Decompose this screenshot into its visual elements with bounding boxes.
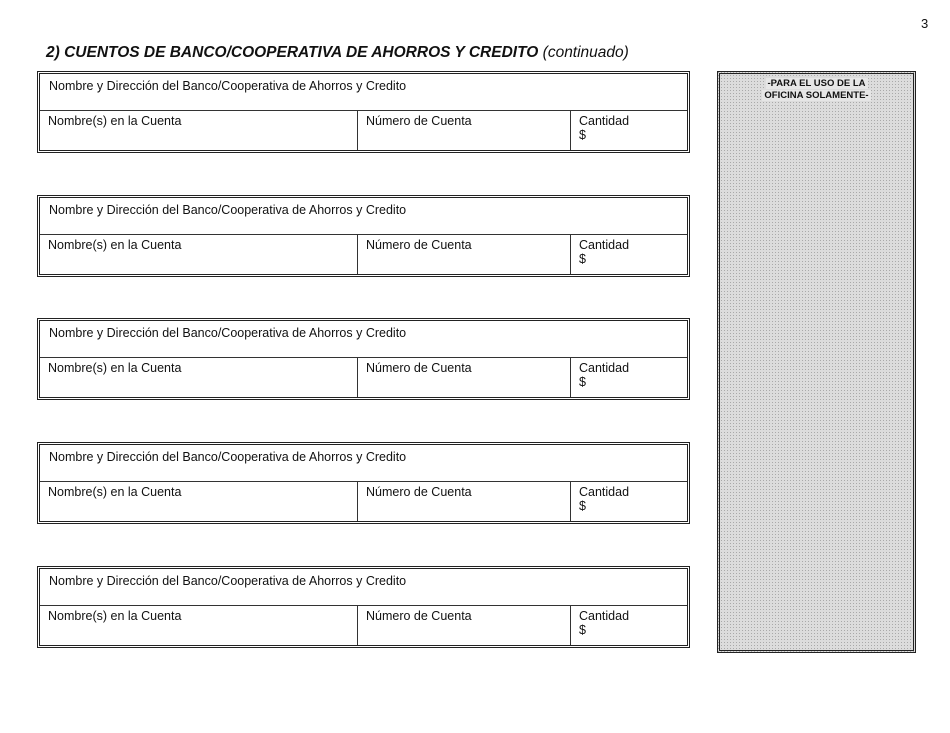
account-holders-label: Nombre(s) en la Cuenta bbox=[48, 485, 182, 499]
account-holders-field[interactable] bbox=[40, 111, 358, 150]
account-holders-field[interactable] bbox=[40, 358, 358, 397]
currency-symbol: $ bbox=[579, 623, 586, 637]
account-holders-label: Nombre(s) en la Cuenta bbox=[48, 238, 182, 252]
amount-label: Cantidad bbox=[579, 361, 630, 375]
bank-name-address-field[interactable] bbox=[40, 74, 687, 111]
account-holders-field[interactable] bbox=[40, 482, 358, 521]
bank-name-address-label: Nombre y Dirección del Banco/Cooperativa de Ahorros y Credito bbox=[49, 574, 407, 588]
account-block-5 bbox=[37, 566, 690, 648]
account-holders-field[interactable] bbox=[40, 235, 358, 274]
currency-symbol: $ bbox=[579, 375, 586, 389]
office-use-line-2: OFICINA SOLAMENTE- bbox=[764, 90, 869, 101]
account-number-label: Número de Cuenta bbox=[366, 238, 472, 252]
account-number-label: Número de Cuenta bbox=[366, 485, 472, 499]
bank-name-address-field[interactable] bbox=[40, 198, 687, 235]
currency-symbol: $ bbox=[579, 128, 586, 142]
account-number-field[interactable] bbox=[358, 482, 571, 521]
office-use-panel bbox=[717, 71, 916, 653]
account-number-field[interactable] bbox=[358, 606, 571, 645]
amount-field[interactable] bbox=[571, 606, 687, 645]
bank-name-address-label: Nombre y Dirección del Banco/Cooperativa de Ahorros y Credito bbox=[49, 450, 407, 464]
account-block-3 bbox=[37, 318, 690, 400]
bank-name-address-label: Nombre y Dirección del Banco/Cooperativa de Ahorros y Credito bbox=[49, 326, 407, 340]
amount-label: Cantidad bbox=[579, 238, 630, 252]
account-block-2 bbox=[37, 195, 690, 277]
account-number-field[interactable] bbox=[358, 358, 571, 397]
bank-name-address-field[interactable] bbox=[40, 321, 687, 358]
amount-label: Cantidad bbox=[579, 609, 630, 623]
account-block-1 bbox=[37, 71, 690, 153]
amount-field[interactable] bbox=[571, 235, 687, 274]
account-number-field[interactable] bbox=[358, 111, 571, 150]
bank-name-address-label: Nombre y Dirección del Banco/Cooperativa de Ahorros y Credito bbox=[49, 203, 407, 217]
office-use-line-1: -PARA EL USO DE LA bbox=[767, 78, 866, 89]
account-holders-field[interactable] bbox=[40, 606, 358, 645]
section-subtitle: (continuado) bbox=[542, 44, 629, 61]
office-use-label bbox=[720, 78, 913, 102]
account-holders-label: Nombre(s) en la Cuenta bbox=[48, 361, 182, 375]
section-heading bbox=[46, 44, 629, 62]
bank-name-address-field[interactable] bbox=[40, 445, 687, 482]
account-number-label: Número de Cuenta bbox=[366, 609, 472, 623]
currency-symbol: $ bbox=[579, 252, 586, 266]
currency-symbol: $ bbox=[579, 499, 586, 513]
bank-name-address-field[interactable] bbox=[40, 569, 687, 606]
account-block-4 bbox=[37, 442, 690, 524]
amount-field[interactable] bbox=[571, 111, 687, 150]
account-number-label: Número de Cuenta bbox=[366, 114, 472, 128]
account-number-field[interactable] bbox=[358, 235, 571, 274]
account-holders-label: Nombre(s) en la Cuenta bbox=[48, 609, 182, 623]
account-holders-label: Nombre(s) en la Cuenta bbox=[48, 114, 182, 128]
section-title: 2) CUENTOS DE BANCO/COOPERATIVA DE AHORROS Y CREDITO bbox=[46, 44, 539, 61]
account-number-label: Número de Cuenta bbox=[366, 361, 472, 375]
amount-label: Cantidad bbox=[579, 114, 630, 128]
page-number: 3 bbox=[921, 16, 929, 31]
bank-name-address-label: Nombre y Dirección del Banco/Cooperativa de Ahorros y Credito bbox=[49, 79, 407, 93]
amount-field[interactable] bbox=[571, 358, 687, 397]
amount-label: Cantidad bbox=[579, 485, 630, 499]
amount-field[interactable] bbox=[571, 482, 687, 521]
